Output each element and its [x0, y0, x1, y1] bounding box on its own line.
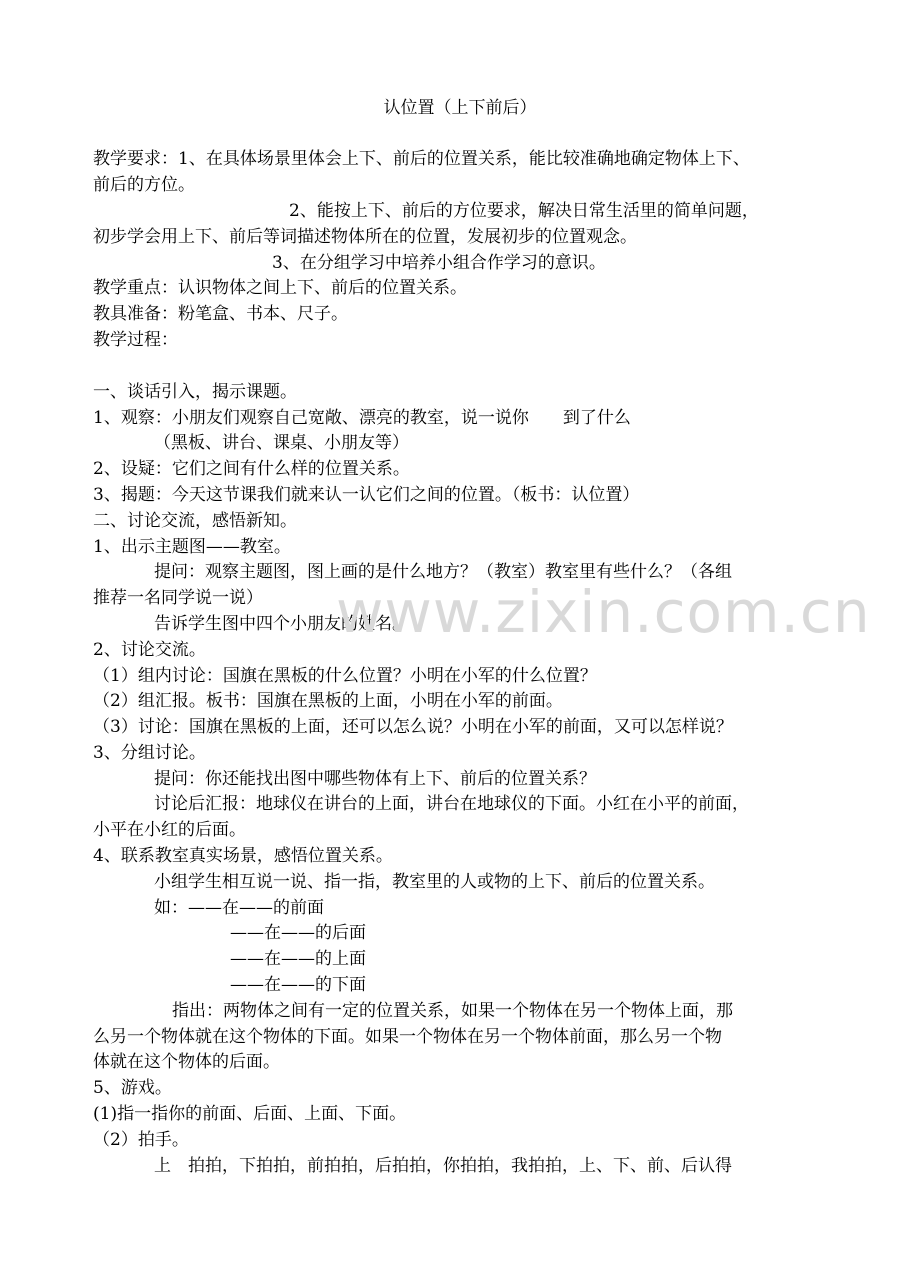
text-line: 教具准备：粉笔盒、书本、尺子。 [93, 304, 348, 324]
text-line: 1、观察：小朋友们观察自己宽敞、漂亮的教室，说一说你 到了什么 [93, 408, 631, 428]
text-line: ——在——的上面 [230, 949, 366, 969]
text-line: 教学重点：认识物体之间上下、前后的位置关系。 [93, 278, 467, 298]
text-line: 告诉学生图中四个小朋友的姓名。 [154, 614, 409, 634]
text-line: （1）组内讨论：国旗在黑板的什么位置？小明在小军的什么位置？ [93, 666, 597, 686]
text-line: 4、联系教室真实场景，感悟位置关系。 [93, 846, 393, 866]
text-line: 教学过程： [93, 330, 178, 350]
section-heading: 二、讨论交流，感悟新知。 [93, 511, 297, 531]
text-line: 么另一个物体就在这个物体的下面。如果一个物体在另一个物体前面，那么另一个物 [93, 1027, 722, 1047]
text-line: （3）讨论：国旗在黑板的上面，还可以怎么说？小明在小军的前面，又可以怎样说？ [93, 717, 733, 737]
text-line: 提问：观察主题图，图上画的是什么地方？（教室）教室里有些什么？（各组 [154, 562, 732, 582]
text-line: 2、设疑：它们之间有什么样的位置关系。 [93, 459, 410, 479]
text-line: 3、分组讨论。 [93, 743, 206, 763]
text-line: 2、能按上下、前后的方位要求，解决日常生活里的简单问题， [289, 201, 759, 221]
text-line: 初步学会用上下、前后等词描述物体所在的位置，发展初步的位置观念。 [93, 227, 637, 247]
text-line: 前后的方位。 [93, 175, 195, 195]
text-line: 指出：两物体之间有一定的位置关系，如果一个物体在另一个物体上面，那 [172, 1001, 733, 1021]
text-line: 如：——在——的前面 [154, 898, 324, 918]
text-line: 3、在分组学习中培养小组合作学习的意识。 [272, 253, 606, 273]
text-line: 上 拍拍，下拍拍，前拍拍，后拍拍，你拍拍，我拍拍，上、下、前、后认得 [154, 1156, 732, 1176]
text-line: 小组学生相互说一说、指一指，教室里的人或物的上下、前后的位置关系。 [154, 872, 715, 892]
document-title: 认位置（上下前后） [383, 98, 537, 118]
text-line: （2）拍手。 [93, 1130, 189, 1150]
text-line: （2）组汇报。板书：国旗在黑板的上面，小明在小军的前面。 [93, 691, 563, 711]
text-line: 小平在小红的后面。 [93, 820, 246, 840]
text-line: 1、出示主题图——教室。 [93, 537, 291, 557]
text-line: 5、游戏。 [93, 1078, 172, 1098]
text-line: 2、讨论交流。 [93, 640, 206, 660]
text-line: 3、揭题：今天这节课我们就来认一认它们之间的位置。（板书：认位置） [93, 485, 640, 505]
text-line: 讨论后汇报：地球仪在讲台的上面，讲台在地球仪的下面。小红在小平的前面， [154, 794, 749, 814]
watermark: www.zixin.com.cn [336, 578, 871, 646]
text-line: 教学要求：1、在具体场景里体会上下、前后的位置关系，能比较准确地确定物体上下、 [93, 149, 750, 169]
text-line: 提问：你还能找出图中哪些物体有上下、前后的位置关系？ [154, 769, 596, 789]
section-heading: 一、谈话引入，揭示课题。 [93, 382, 297, 402]
text-line: 推荐一名同学说一说） [93, 588, 263, 608]
text-line: ——在——的下面 [230, 975, 366, 995]
text-line: ——在——的后面 [230, 923, 366, 943]
text-line: (1)指一指你的前面、后面、上面、下面。 [93, 1104, 407, 1124]
text-line: 体就在这个物体的后面。 [93, 1052, 280, 1072]
text-line: （黑板、讲台、课桌、小朋友等） [154, 433, 409, 453]
